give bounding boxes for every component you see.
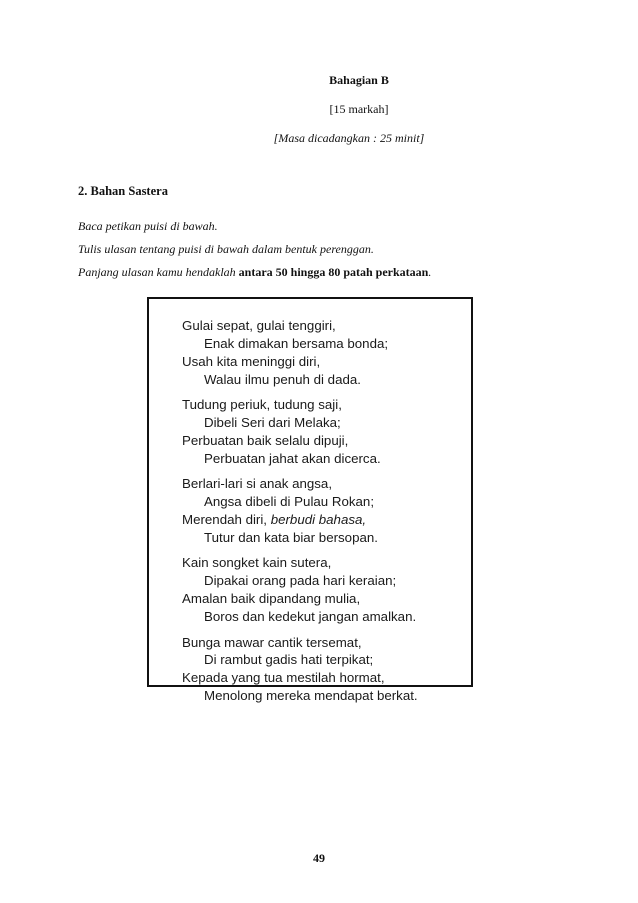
word-count-requirement: antara 50 hingga 80 patah perkataan	[238, 265, 429, 279]
instruction-end: .	[428, 265, 432, 279]
marks-label: [15 markah]	[329, 102, 389, 116]
poem-line: Angsa dibeli di Pulau Rokan;	[204, 494, 375, 510]
instruction-read: Baca petikan puisi di bawah.	[78, 219, 218, 233]
poem-box	[147, 297, 473, 704]
poem-line: Berlari-lari si anak angsa,	[182, 476, 333, 492]
poem-stanza	[182, 475, 418, 547]
poem-line: Tudung periuk, tudung saji,	[182, 397, 342, 413]
poem-line: Amalan baik dipandang mulia,	[182, 591, 361, 607]
poem-line: Perbuatan jahat akan dicerca.	[204, 450, 381, 466]
poem-line: Bunga mawar cantik tersemat,	[182, 634, 362, 650]
poem-line-text: Merendah diri,	[182, 512, 271, 528]
poem-line: Di rambut gadis hati terpikat;	[204, 652, 374, 668]
section-title: Bahagian B	[329, 73, 389, 87]
poem-line	[182, 511, 418, 529]
instruction-length	[78, 265, 431, 280]
poem-line: Menolong mereka mendapat berkat.	[204, 688, 418, 704]
poem-line: Kain songket kain sutera,	[182, 555, 332, 571]
poem-line: Kepada yang tua mestilah hormat,	[182, 670, 385, 686]
poem-line: Boros dan kedekut jangan amalkan.	[204, 609, 417, 625]
poem-line: Gulai sepat, gulai tenggiri,	[182, 318, 336, 333]
poem-stanza	[182, 396, 418, 468]
poem-line: Dibeli Seri dari Melaka;	[204, 415, 341, 431]
suggested-time: [Masa dicadangkan : 25 minit]	[273, 131, 425, 145]
instruction-write: Tulis ulasan tentang puisi di bawah dalam bentuk perenggan.	[78, 242, 374, 256]
poem-italic-phrase: berbudi bahasa,	[270, 512, 367, 528]
instruction-length-text: Panjang ulasan kamu hendaklah	[78, 265, 239, 279]
poem-line: Perbuatan baik selalu dipuji,	[182, 432, 349, 448]
poem-line: Usah kita meninggi diri,	[182, 353, 321, 369]
poem-text	[182, 317, 418, 713]
poem-stanza	[182, 317, 418, 389]
question-heading: 2. Bahan Sastera	[78, 184, 168, 198]
poem-line: Enak dimakan bersama bonda;	[204, 335, 389, 351]
page-number: 49	[313, 851, 325, 865]
poem-stanza	[182, 634, 418, 706]
poem-stanza	[182, 554, 418, 626]
poem-line: Walau ilmu penuh di dada.	[204, 371, 361, 387]
poem-line: Dipakai orang pada hari keraian;	[204, 573, 397, 589]
poem-line: Tutur dan kata biar bersopan.	[204, 529, 378, 545]
